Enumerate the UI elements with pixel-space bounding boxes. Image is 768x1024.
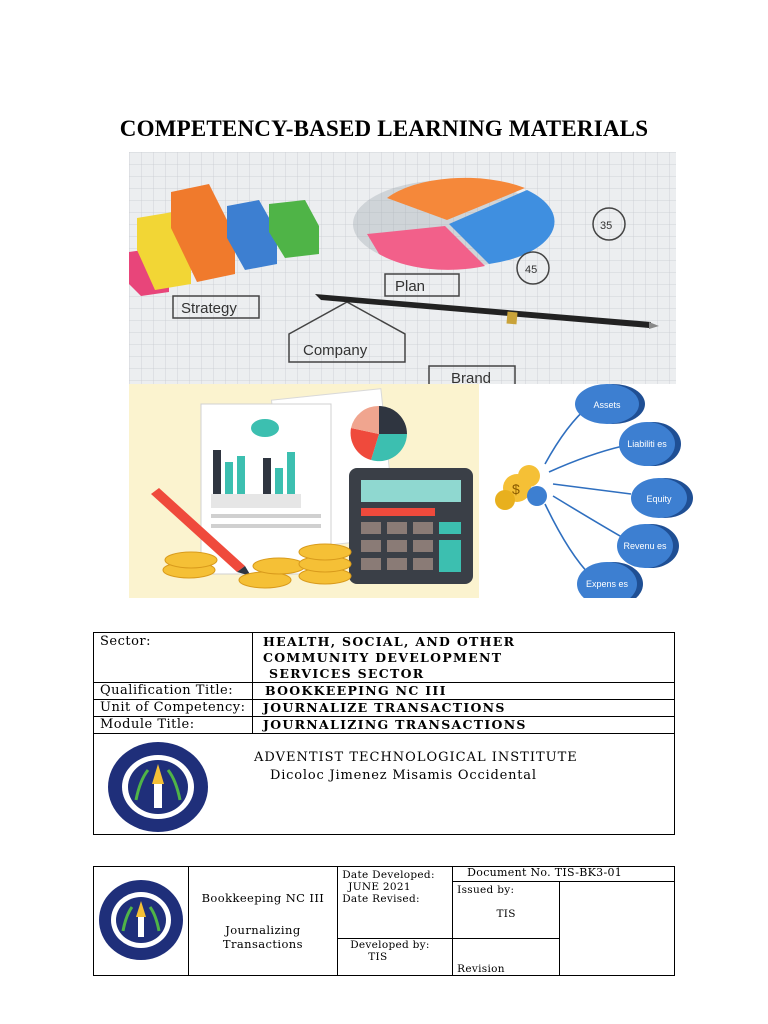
revision-label: Revision	[453, 939, 560, 976]
diagram-item-liabilities: Liabiliti es	[627, 439, 667, 449]
footer-title-cell	[188, 867, 338, 976]
sketch-label-35: 35	[600, 220, 613, 232]
date-developed-value: JUNE 2021	[348, 881, 411, 893]
footer-module-line-2: Transactions	[222, 937, 303, 951]
institution-name: ADVENTIST TECHNOLOGICAL INSTITUTE	[254, 750, 578, 765]
sector-value-line-3: SERVICES SECTOR	[269, 666, 425, 681]
accounting-illustration	[129, 384, 479, 598]
document-footer-table	[93, 866, 675, 976]
qualification-value: BOOKKEEPING NC III	[253, 683, 675, 700]
sketch-label-brand: Brand	[451, 370, 492, 384]
module-value: JOURNALIZING TRANSACTIONS	[253, 717, 675, 734]
issued-by-value: TIS	[496, 908, 516, 920]
footer-logo-cell	[94, 867, 189, 976]
sector-value	[253, 633, 675, 683]
footer-dates-cell	[338, 867, 453, 939]
unit-value: JOURNALIZE TRANSACTIONS	[253, 700, 675, 717]
issued-by-label: Issued by:	[457, 884, 515, 896]
developed-by-label: Developed by:	[350, 939, 430, 951]
diagram-item-equity: Equity	[646, 494, 672, 504]
diagram-item-expenses: Expens es	[585, 579, 629, 589]
footer-course: Bookkeeping NC III	[201, 891, 325, 905]
issued-by-cell	[453, 882, 560, 939]
document-number: Document No. TIS-BK3-01	[453, 867, 675, 882]
developed-by-cell	[338, 939, 453, 976]
sector-row	[94, 633, 675, 683]
unit-row	[94, 700, 675, 717]
sketch-label-plan: Plan	[395, 278, 426, 295]
hero-image	[129, 152, 676, 384]
signature-cell	[559, 882, 674, 976]
qualification-label: Qualification Title:	[94, 683, 253, 700]
sector-label: Sector:	[94, 633, 253, 683]
qualification-row	[94, 683, 675, 700]
document-title: COMPETENCY-BASED LEARNING MATERIALS	[119, 116, 649, 141]
accounts-diagram	[479, 384, 699, 598]
module-row	[94, 717, 675, 734]
institution-row	[94, 734, 675, 835]
sketch-label-45: 45	[525, 264, 538, 276]
diagram-item-assets: Assets	[593, 400, 621, 410]
sketch-label-company: Company	[303, 342, 368, 359]
date-developed-label: Date Developed:	[342, 869, 435, 881]
institution-address: Dicoloc Jimenez Misamis Occidental	[270, 768, 537, 783]
sector-value-line-1: HEALTH, SOCIAL, AND OTHER	[263, 634, 516, 649]
sketch-label-strategy: Strategy	[181, 300, 237, 317]
institution-logo	[106, 740, 210, 839]
svg-text:$: $	[512, 481, 520, 497]
developed-by-value: TIS	[368, 951, 388, 963]
date-revised-label: Date Revised:	[342, 893, 420, 905]
footer-logo	[95, 877, 187, 963]
diagram-item-revenues: Revenu es	[623, 541, 667, 551]
module-info-table	[93, 632, 675, 835]
footer-module-line-1: Journalizing	[225, 923, 301, 937]
module-label: Module Title:	[94, 717, 253, 734]
sector-value-line-2: COMMUNITY DEVELOPMENT	[263, 650, 503, 665]
unit-label: Unit of Competency:	[94, 700, 253, 717]
